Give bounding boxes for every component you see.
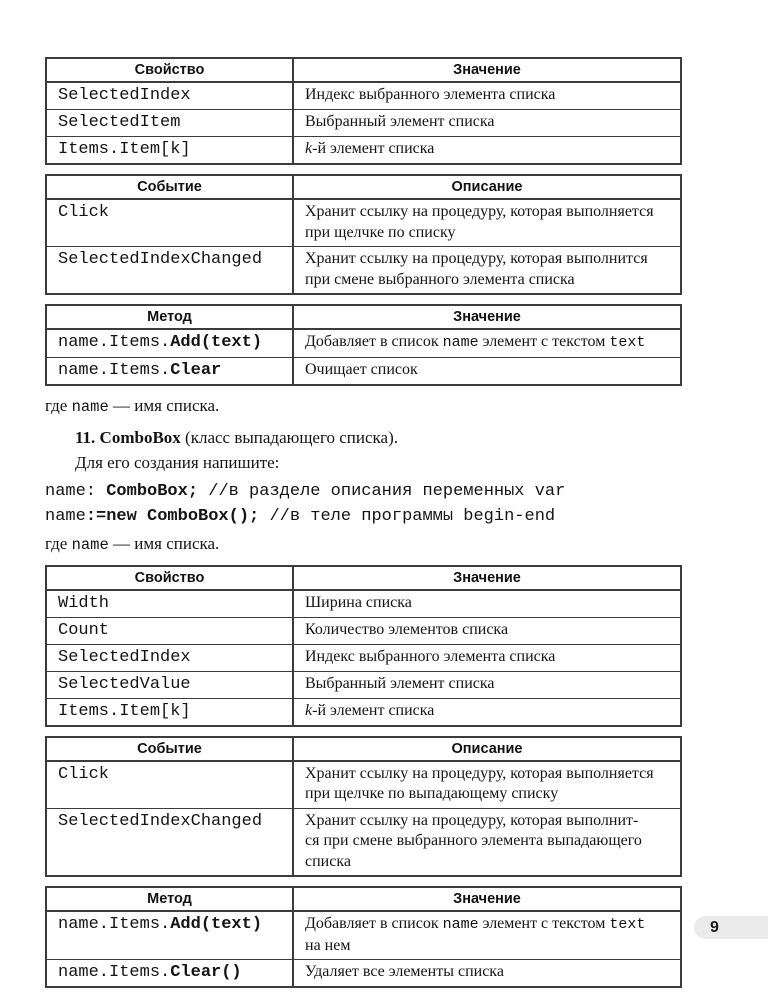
table-row xyxy=(46,671,681,698)
text-segment: Click xyxy=(58,203,110,222)
column-header: Свойство xyxy=(46,566,293,590)
listbox-methods-table xyxy=(45,304,682,386)
cell-name xyxy=(46,617,293,644)
table-row xyxy=(46,329,681,357)
combobox-methods-table xyxy=(45,886,682,988)
cell-name xyxy=(46,671,293,698)
text-segment: — имя списка. xyxy=(108,395,220,415)
table-row xyxy=(46,247,681,295)
table-row xyxy=(46,698,681,726)
cell-name xyxy=(46,137,293,165)
cell-description xyxy=(293,671,681,698)
text-segment: Очищает список xyxy=(305,360,418,378)
cell-description xyxy=(293,137,681,165)
text-segment: SelectedItem xyxy=(58,113,181,132)
document-content xyxy=(45,57,682,997)
header-row xyxy=(46,737,681,761)
text-segment: name.Items. xyxy=(58,963,171,982)
text-segment: Хранит ссылку на процедуру, которая выполнит- xyxy=(305,811,639,829)
cell-name xyxy=(46,644,293,671)
text-segment: Add(text) xyxy=(170,333,263,352)
cell-description xyxy=(293,82,681,110)
cell-description xyxy=(293,911,681,960)
cell-name xyxy=(46,960,293,988)
cell-description xyxy=(293,617,681,644)
table-row xyxy=(46,960,681,988)
header-row xyxy=(46,566,681,590)
text-segment: name xyxy=(71,535,109,554)
text-segment: Выбранный элемент списка xyxy=(305,674,495,692)
text-segment: Добавляет в список xyxy=(305,915,443,932)
text-segment: name xyxy=(45,506,86,526)
text-segment: Click xyxy=(58,764,110,784)
text-segment: text xyxy=(609,916,646,933)
where-name-note-1 xyxy=(45,395,682,418)
table-row xyxy=(46,199,681,247)
table-row xyxy=(46,357,681,385)
text-segment: name xyxy=(71,397,109,416)
code-line xyxy=(45,479,682,504)
table-row xyxy=(46,110,681,137)
text-segment: //в разделе описания переменных var xyxy=(198,481,566,501)
text-segment: Для его создания напишите: xyxy=(75,452,280,472)
column-header: Метод xyxy=(46,305,293,329)
cell-description xyxy=(293,590,681,618)
column-header: Значение xyxy=(293,58,681,82)
cell-name xyxy=(46,911,293,960)
text-segment: элемент с текстом xyxy=(478,915,610,932)
cell-description xyxy=(293,644,681,671)
listbox-events-table xyxy=(45,174,682,295)
text-segment: Хранит ссылку на процедуру, которая выполняется xyxy=(305,203,654,220)
header-row xyxy=(46,58,681,82)
table-row xyxy=(46,590,681,618)
text-segment: //в теле программы begin-end xyxy=(259,506,556,526)
code-line xyxy=(45,504,682,529)
table-row xyxy=(46,911,681,960)
column-header: Метод xyxy=(46,887,293,911)
text-segment: Count xyxy=(58,620,110,640)
column-header: Событие xyxy=(46,175,293,199)
cell-name xyxy=(46,761,293,809)
text-segment: SelectedValue xyxy=(58,674,191,694)
cell-description xyxy=(293,110,681,137)
text-segment: элемент с текстом xyxy=(478,333,610,350)
text-segment: при смене выбранного элемента списка xyxy=(305,270,575,288)
combobox-events-table xyxy=(45,736,682,878)
cell-description xyxy=(293,960,681,988)
text-segment: Items.Item[k] xyxy=(58,140,191,159)
text-segment: name xyxy=(442,916,479,933)
cell-description xyxy=(293,199,681,247)
cell-name xyxy=(46,82,293,110)
page-number-badge xyxy=(694,916,768,939)
text-segment: при щелчке по выпадающему списку xyxy=(305,785,559,802)
text-segment: SelectedIndexChanged xyxy=(58,811,263,831)
cell-description xyxy=(293,357,681,385)
text-segment: 11. ComboBox xyxy=(75,427,181,447)
text-segment: SelectedIndex xyxy=(58,86,191,105)
text-segment: — имя списка. xyxy=(108,533,220,553)
column-header: Свойство xyxy=(46,58,293,82)
text-segment: -й элемент списка xyxy=(312,140,435,157)
text-segment: Items.Item[k] xyxy=(58,701,191,721)
table-row xyxy=(46,617,681,644)
where-name-note-2 xyxy=(45,533,682,556)
table-row xyxy=(46,644,681,671)
text-segment: ComboBox; xyxy=(106,481,199,501)
text-segment: списка xyxy=(305,852,351,870)
cell-name xyxy=(46,698,293,726)
text-segment: Хранит ссылку на процедуру, которая выполняется xyxy=(305,764,654,782)
cell-description xyxy=(293,247,681,295)
column-header: Описание xyxy=(293,175,681,199)
text-segment: где xyxy=(45,395,72,415)
text-segment: при щелчке по списку xyxy=(305,223,456,241)
text-segment: :=new ComboBox(); xyxy=(85,506,260,526)
combobox-heading xyxy=(45,427,682,449)
text-segment: Количество элементов списка xyxy=(305,620,509,638)
text-segment: где xyxy=(45,533,72,553)
cell-description xyxy=(293,808,681,876)
text-segment: k xyxy=(305,140,313,157)
column-header: Значение xyxy=(293,887,681,911)
combobox-properties-table xyxy=(45,565,682,727)
header-row xyxy=(46,305,681,329)
text-segment: Удаляет все элементы списка xyxy=(305,963,504,980)
table-row xyxy=(46,761,681,809)
text-segment: (класс выпадающего списка). xyxy=(180,427,399,447)
cell-name xyxy=(46,110,293,137)
text-segment: Clear() xyxy=(170,963,242,982)
text-segment: -й элемент списка xyxy=(312,701,435,719)
text-segment: Индекс выбранного элемента списка xyxy=(305,647,556,665)
text-segment: name xyxy=(442,334,479,351)
table-row xyxy=(46,82,681,110)
table-row xyxy=(46,137,681,165)
combobox-declaration-code xyxy=(45,479,682,529)
text-segment: Clear xyxy=(170,360,222,380)
column-header: Описание xyxy=(293,737,681,761)
cell-name xyxy=(46,808,293,876)
text-segment: Width xyxy=(58,593,110,613)
cell-name xyxy=(46,247,293,295)
text-segment: Ширина списка xyxy=(305,593,412,611)
column-header: Значение xyxy=(293,566,681,590)
text-segment: Add(text) xyxy=(170,915,263,934)
cell-name xyxy=(46,199,293,247)
text-segment: Добавляет в список xyxy=(305,333,443,350)
column-header: Значение xyxy=(293,305,681,329)
create-instruction xyxy=(45,452,682,474)
text-segment: name.Items. xyxy=(58,360,171,380)
text-segment: name.Items. xyxy=(58,915,171,934)
text-segment: k xyxy=(305,701,313,719)
table-row xyxy=(46,808,681,876)
text-segment: name.Items. xyxy=(58,333,171,352)
text-segment: ся при смене выбранного элемента выпадающего xyxy=(305,832,642,849)
text-segment: Хранит ссылку на процедуру, которая выполнится xyxy=(305,250,648,267)
header-row xyxy=(46,887,681,911)
text-segment: Индекс выбранного элемента списка xyxy=(305,86,556,103)
cell-name xyxy=(46,357,293,385)
cell-description xyxy=(293,698,681,726)
text-segment: name: xyxy=(45,481,107,501)
cell-name xyxy=(46,329,293,357)
listbox-properties-table xyxy=(45,57,682,165)
header-row xyxy=(46,175,681,199)
text-segment: Выбранный элемент списка xyxy=(305,113,495,130)
text-segment: SelectedIndexChanged xyxy=(58,250,263,269)
column-header: Событие xyxy=(46,737,293,761)
cell-description xyxy=(293,761,681,809)
cell-name xyxy=(46,590,293,618)
text-segment: text xyxy=(609,334,646,351)
cell-description xyxy=(293,329,681,357)
text-segment: на нем xyxy=(305,936,351,954)
text-segment: SelectedIndex xyxy=(58,647,191,667)
page-number: 9 xyxy=(710,918,719,936)
